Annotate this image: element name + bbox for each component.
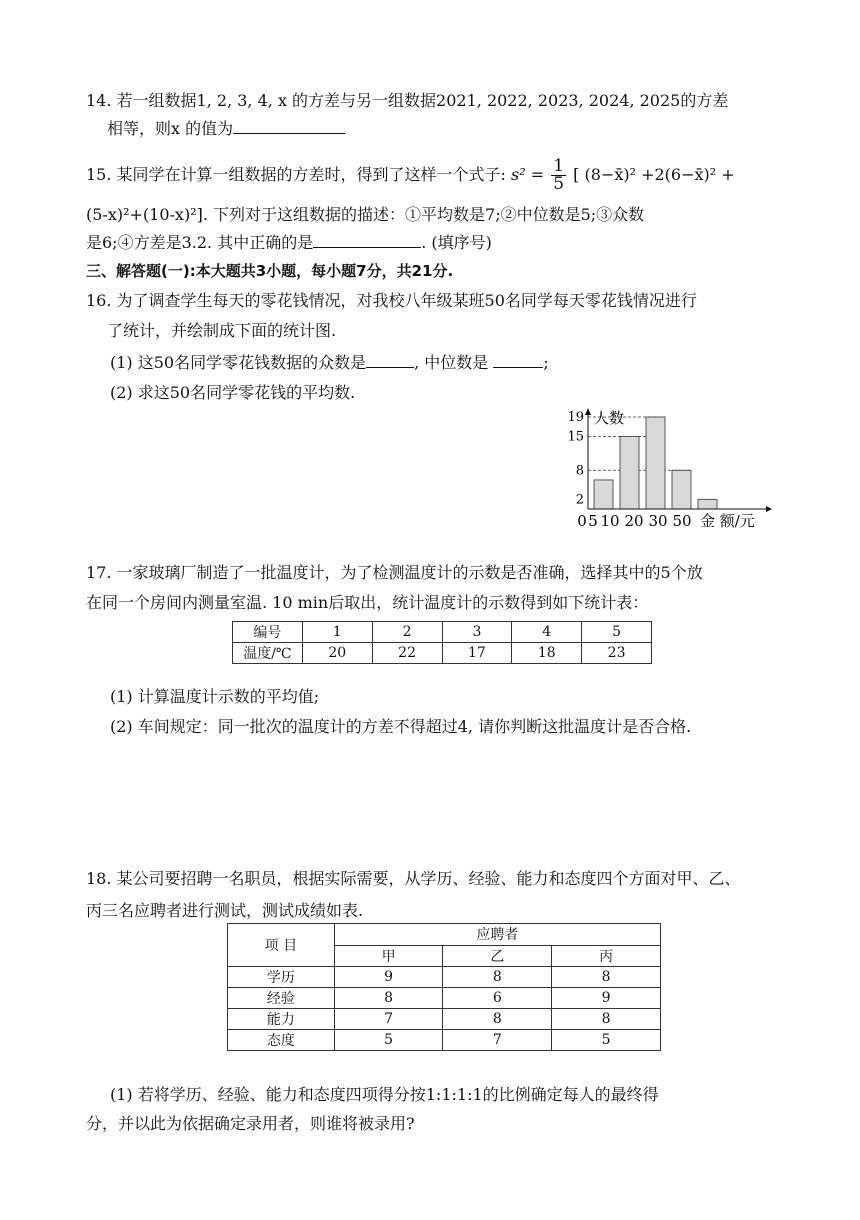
- q18-sub1-line1: (1) 若将学历、经验、能力和态度四项得分按1:1:1:1的比例确定每人的最终得: [110, 1085, 659, 1104]
- q15-formula-s: s² =: [511, 165, 545, 184]
- q18-item-cell: 态度: [228, 1030, 335, 1051]
- table-row: [233, 643, 652, 664]
- q16-sub1-a: (1) 这50名同学零花钱数据的众数是: [110, 353, 367, 372]
- q17-temperature-table: [232, 621, 652, 664]
- q15-formula-rest: [ (8−x̄)² +2(6−x̄)² +: [573, 165, 735, 184]
- q16-sub1-b: , 中位数是: [414, 353, 489, 372]
- y-tick-label: 15: [567, 429, 584, 445]
- section-3-heading: 三、解答题(一):本大题共3小题，每小题7分，共21分.: [86, 262, 454, 280]
- q18-score-cell: 5: [334, 1030, 443, 1051]
- allowance-bar-chart: [560, 405, 780, 530]
- bar: [594, 480, 613, 509]
- bar: [646, 417, 665, 509]
- q17-sub1: (1) 计算温度计示数的平均值;: [110, 687, 320, 706]
- x-tick-label: 30: [648, 512, 668, 530]
- q17-line1: 17. 一家玻璃厂制造了一批温度计，为了检测温度计的示数是否准确，选择其中的5个放: [86, 563, 703, 582]
- q18-candidate-header: 乙: [443, 945, 552, 967]
- q18-score-cell: 8: [443, 1009, 552, 1030]
- y-axis-arrow: [585, 408, 591, 415]
- q14-answer-blank: [233, 117, 345, 134]
- q17-temp-cell: 18: [512, 643, 582, 664]
- table-row: [228, 967, 661, 988]
- q17-id-cell: 3: [442, 622, 512, 643]
- q17-temp-cell: 20: [302, 643, 372, 664]
- q15-fraction-num: 1: [553, 156, 565, 176]
- q14-line2-text: 相等，则x 的值为: [107, 119, 234, 138]
- q18-score-cell: 8: [552, 967, 661, 988]
- q17-id-cell: 5: [582, 622, 652, 643]
- q16-line1: 16. 为了调查学生每天的零花钱情况，对我校八年级某班50名同学每天零花钱情况进行: [86, 291, 697, 310]
- q15-line2: (5-x)²+(10-x)²]. 下列对于这组数据的描述：①平均数是7;②中位数是5;③众数: [86, 205, 645, 224]
- q18-score-cell: 8: [552, 1009, 661, 1030]
- q16-line2: 了统计，并绘制成下面的统计图.: [107, 321, 337, 340]
- table-row: [228, 1009, 661, 1030]
- q18-line2: 丙三名应聘者进行测试，测试成绩如表.: [86, 901, 364, 920]
- q17-temp-cell: 22: [372, 643, 442, 664]
- q18-score-table: [227, 923, 661, 1051]
- q16-sub1: [110, 350, 549, 376]
- q18-line1: 18. 某公司要招聘一名职员，根据实际需要，从学历、经验、能力和态度四个方面对甲、乙、: [86, 869, 741, 888]
- x-tick-label: 20: [624, 512, 644, 530]
- q18-score-cell: 5: [552, 1030, 661, 1051]
- x-axis-arrow: [766, 506, 772, 512]
- q18-sub1-line2: 分，并以此为依据确定录用者，则谁将被录用?: [86, 1114, 415, 1133]
- table-row: [228, 1030, 661, 1051]
- table-row: [233, 622, 652, 643]
- q18-group-header: 应聘者: [334, 924, 660, 946]
- q16-sub2: (2) 求这50名同学零花钱的平均数.: [110, 383, 356, 402]
- q15-answer-blank: [313, 231, 421, 248]
- x-tick-label: 10: [600, 512, 620, 530]
- q17-row2-header: 温度/℃: [233, 643, 303, 664]
- q18-score-cell: 9: [334, 967, 443, 988]
- x-axis-label: 金 额/元: [700, 512, 755, 530]
- q17-row1-header: 编号: [233, 622, 303, 643]
- q18-score-cell: 8: [334, 988, 443, 1009]
- q18-item-header: 项 目: [228, 924, 335, 967]
- q18-score-cell: 9: [552, 988, 661, 1009]
- q15-fraction: [551, 158, 566, 193]
- q16-median-blank: [493, 351, 543, 368]
- q15-line1: [86, 158, 735, 193]
- q18-candidate-header: 丙: [552, 945, 661, 967]
- bar: [620, 436, 639, 509]
- q18-item-cell: 学历: [228, 967, 335, 988]
- q15-line1-prefix: 15. 某同学在计算一组数据的方差时，得到了这样一个式子:: [86, 165, 506, 184]
- q15-line3-b: . (填序号): [421, 233, 492, 252]
- q14-line1: 14. 若一组数据1, 2, 3, 4, x 的方差与另一组数据2021, 2022, 2023, 2024, 2025的方差: [86, 91, 729, 110]
- q18-candidate-header: 甲: [334, 945, 443, 967]
- x-tick-label: 50: [672, 512, 692, 530]
- table-row: [228, 924, 661, 946]
- q18-item-cell: 能力: [228, 1009, 335, 1030]
- q15-fraction-den: 5: [553, 174, 565, 194]
- q18-item-cell: 经验: [228, 988, 335, 1009]
- q14-line2: [107, 116, 345, 142]
- bar: [672, 470, 691, 509]
- q17-temp-cell: 23: [582, 643, 652, 664]
- q17-temp-cell: 17: [442, 643, 512, 664]
- q17-id-cell: 4: [512, 622, 582, 643]
- q18-score-cell: 8: [443, 967, 552, 988]
- y-axis-label: 人数: [594, 409, 625, 427]
- x-tick-label: 5: [588, 512, 598, 530]
- q15-line3-a: 是6;④方差是3.2. 其中正确的是: [86, 233, 314, 252]
- q16-mode-blank: [366, 351, 414, 368]
- q18-score-cell: 7: [334, 1009, 443, 1030]
- q17-id-cell: 1: [302, 622, 372, 643]
- q17-line2: 在同一个房间内测量室温. 10 min后取出，统计温度计的示数得到如下统计表：: [86, 593, 649, 612]
- q17-sub2: (2) 车间规定：同一批次的温度计的方差不得超过4, 请你判断这批温度计是否合格.: [110, 717, 692, 736]
- bar: [698, 499, 717, 509]
- y-tick-label: 19: [567, 410, 584, 425]
- y-tick-label: 8: [575, 463, 584, 479]
- x-tick-label: 0: [577, 512, 587, 530]
- q17-id-cell: 2: [372, 622, 442, 643]
- q18-score-cell: 6: [443, 988, 552, 1009]
- q18-score-cell: 7: [443, 1030, 552, 1051]
- q16-sub1-c: ;: [543, 353, 549, 372]
- q15-line3: [86, 230, 492, 256]
- y-tick-label: 2: [575, 492, 584, 508]
- table-row: [228, 988, 661, 1009]
